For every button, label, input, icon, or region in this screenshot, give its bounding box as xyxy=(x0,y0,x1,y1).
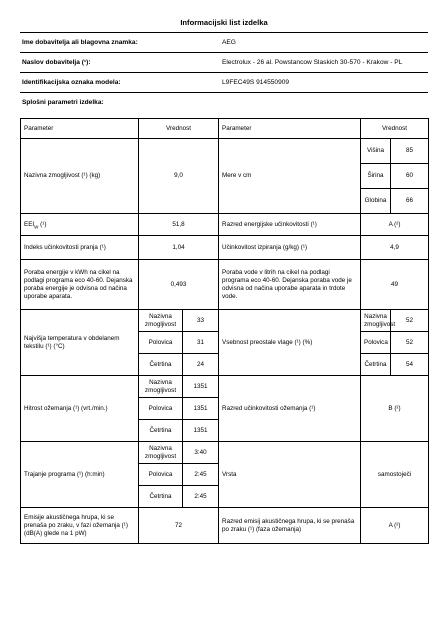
supplier-name-label: Ime dobavitelja ali blagovna znamka: xyxy=(22,39,138,46)
temperature-rated-value: 33 xyxy=(183,310,219,332)
eei-value: 51,8 xyxy=(139,214,219,236)
capacity-value: 9,0 xyxy=(139,139,219,214)
water-consumption-value: 49 xyxy=(361,260,429,310)
supplier-address-label: Naslov dobavitelja (¹): xyxy=(22,59,91,66)
spin-speed-half-value: 1351 xyxy=(183,398,219,420)
temperature-half-value: 31 xyxy=(183,332,219,354)
wash-index-label: Indeks učinkovitosti pranja (¹) xyxy=(21,236,139,260)
moisture-quarter-value: 54 xyxy=(391,354,429,376)
type-value: samostoječi xyxy=(361,442,429,508)
product-information-sheet xyxy=(20,18,428,544)
spin-speed-label: Hitrost ožemanja (¹) (vrt./min.) xyxy=(21,376,139,442)
spin-class-value: B (²) xyxy=(361,376,429,442)
energy-class-label: Razred energijske učinkovitosti (¹) xyxy=(219,214,361,236)
wash-index-value: 1,04 xyxy=(139,236,219,260)
section-title: Splošni parametri izdelka: xyxy=(22,99,104,106)
depth-value: 66 xyxy=(391,189,429,214)
duration-quarter-value: 2:45 xyxy=(183,486,219,508)
duration-rated-value: 3:40 xyxy=(183,442,219,464)
height-value: 85 xyxy=(391,139,429,164)
duration-half-value: 2:45 xyxy=(183,464,219,486)
water-consumption-label: Poraba vode v litrih na cikel na podlagi programa eco 40-60. Dejanska poraba vode je odvisna od načina uporabe aparata in trdote vode. xyxy=(219,260,361,310)
energy-class-value: A (²) xyxy=(361,214,429,236)
model-id-value: L9FEC49S 914550909 xyxy=(222,79,290,86)
supplier-address-value: Electrolux - 26 al. Powstancow Slaskich 30-570 - Krakow - PL xyxy=(222,59,403,66)
temperature-rated-label: Nazivna zmogljivost xyxy=(139,310,183,332)
moisture-half-label: Polovica xyxy=(361,332,391,354)
energy-consumption-label: Poraba energije v kWh na cikel na podlagi programa eco 40-60. Dejanska poraba energije je odvisna od načina uporabe aparata. xyxy=(21,260,139,310)
noise-emission-label: Emisije akustičnega hrupa, ki se prenaša po zraku, v fazi ožemanja (¹) (dB(A) glede na 1 pW) xyxy=(21,508,139,544)
col-header-value-left: Vrednost xyxy=(139,119,219,139)
sheet-title: Informacijski list izdelka xyxy=(20,18,428,33)
eei-label: $EEI_W$ (¹) xyxy=(21,214,139,236)
supplier-name-row xyxy=(20,33,428,53)
col-header-value-right: Vrednost xyxy=(361,119,429,139)
model-id-row xyxy=(20,73,428,93)
moisture-half-value: 52 xyxy=(391,332,429,354)
energy-consumption-value: 0,493 xyxy=(139,260,219,310)
col-header-parameter-left: Parameter xyxy=(21,119,139,139)
temperature-half-label: Polovica xyxy=(139,332,183,354)
duration-half-label: Polovica xyxy=(139,464,183,486)
spin-speed-rated-value: 1351 xyxy=(183,376,219,398)
col-header-parameter-right: Parameter xyxy=(219,119,361,139)
spin-class-label: Razred učinkovitosti ožemanja (¹) xyxy=(219,376,361,442)
depth-label: Globina xyxy=(361,189,391,214)
noise-class-value: A (²) xyxy=(361,508,429,544)
spin-speed-half-label: Polovica xyxy=(139,398,183,420)
rinse-value: 4,9 xyxy=(361,236,429,260)
type-label: Vrsta xyxy=(219,442,361,508)
spin-speed-quarter-label: Četrtina xyxy=(139,420,183,442)
table-header-row xyxy=(21,119,429,139)
spin-speed-quarter-value: 1351 xyxy=(183,420,219,442)
width-label: Širina xyxy=(361,164,391,189)
duration-quarter-label: Četrtina xyxy=(139,486,183,508)
temperature-label: Najvišja temperatura v obdelanem tekstilu (¹) (°C) xyxy=(21,310,139,376)
noise-class-label: Razred emisij akustičnega hrupa, ki se prenaša po zraku (¹) (faza ožemanja) xyxy=(219,508,361,544)
model-id-label: Identifikacijska oznaka modela: xyxy=(22,79,121,86)
temperature-quarter-label: Četrtina xyxy=(139,354,183,376)
rinse-label: Učinkovitost izpiranja (g/kg) (¹) xyxy=(219,236,361,260)
moisture-label: Vsebnost preostale vlage (¹) (%) xyxy=(219,310,361,376)
parameters-table xyxy=(20,118,429,544)
dimensions-label: Mere v cm xyxy=(219,139,361,214)
moisture-quarter-label: Četrtina xyxy=(361,354,391,376)
supplier-address-row xyxy=(20,53,428,73)
width-value: 60 xyxy=(391,164,429,189)
supplier-name-value: AEG xyxy=(222,39,236,46)
temperature-quarter-value: 24 xyxy=(183,354,219,376)
spin-speed-rated-label: Nazivna zmogljivost xyxy=(139,376,183,398)
noise-emission-value: 72 xyxy=(139,508,219,544)
height-label: Višina xyxy=(361,139,391,164)
duration-rated-label: Nazivna zmogljivost xyxy=(139,442,183,464)
duration-label: Trajanje programa (¹) (h:min) xyxy=(21,442,139,508)
moisture-rated-label: Nazivna zmogljivost xyxy=(361,310,391,332)
capacity-label: Nazivna zmogljivost (¹) (kg) xyxy=(21,139,139,214)
moisture-rated-value: 52 xyxy=(391,310,429,332)
